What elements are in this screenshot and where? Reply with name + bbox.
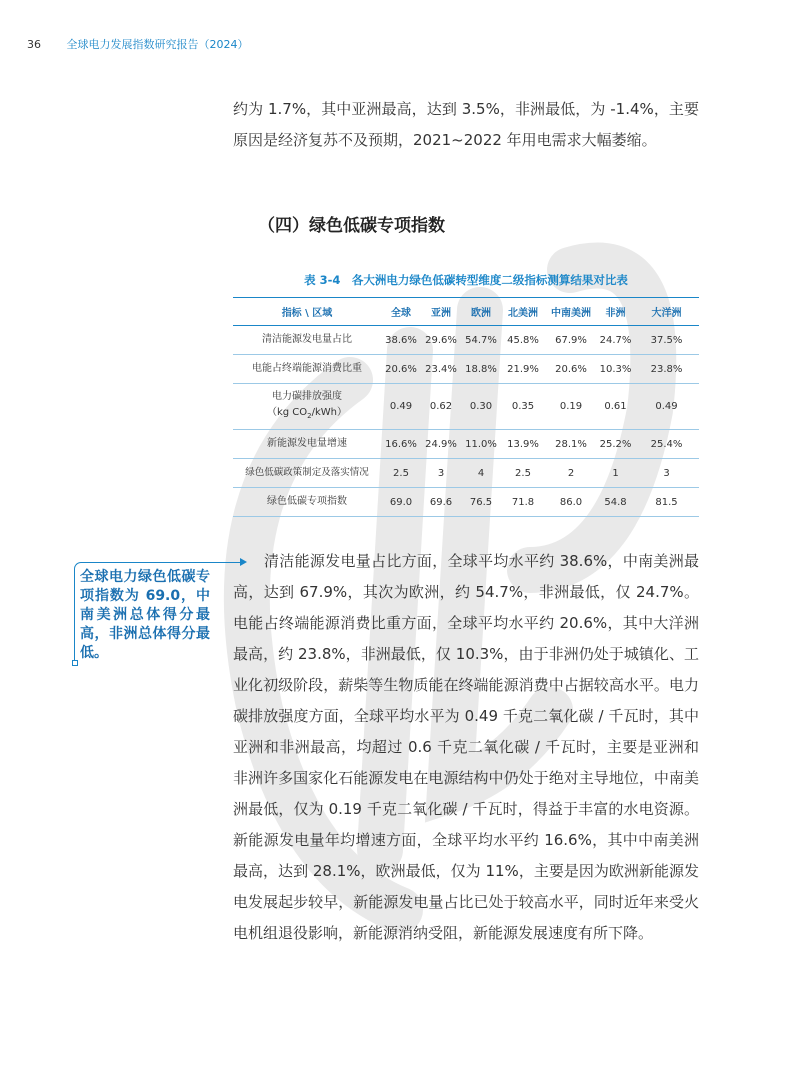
table-cell: 11.0% <box>461 430 501 459</box>
table-cell: 29.6% <box>421 326 461 355</box>
table-cell: 45.8% <box>501 326 545 355</box>
header-global: 全球 <box>381 298 421 326</box>
table-cell: 23.8% <box>634 355 699 384</box>
page-header <box>27 36 249 54</box>
table-cell: 25.2% <box>597 430 634 459</box>
table-cell: 3 <box>634 459 699 488</box>
table-cell: 20.6% <box>381 355 421 384</box>
header-indicator: 指标 \ 区域 <box>233 298 381 326</box>
table-cell: 24.7% <box>597 326 634 355</box>
table-cell: 69.6 <box>421 488 461 517</box>
page-number: 36 <box>27 38 41 51</box>
row-label: 绿色低碳政策制定及落实情况 <box>233 459 381 488</box>
table-cell: 24.9% <box>421 430 461 459</box>
table-cell: 54.8 <box>597 488 634 517</box>
table-cell: 37.5% <box>634 326 699 355</box>
table-row <box>233 488 699 517</box>
unit-subscript: 2 <box>307 412 312 420</box>
table-cell: 0.61 <box>597 384 634 430</box>
row-label-main: 电力碳排放强度 <box>272 391 342 402</box>
table-cell: 4 <box>461 459 501 488</box>
table-cell: 67.9% <box>545 326 597 355</box>
table-cell: 86.0 <box>545 488 597 517</box>
header-oceania: 大洋洲 <box>634 298 699 326</box>
row-label: 清洁能源发电量占比 <box>233 326 381 355</box>
table-header-row <box>233 298 699 326</box>
unit-prefix: （kg CO <box>266 407 308 418</box>
table-cell: 18.8% <box>461 355 501 384</box>
unit-suffix: /kWh） <box>311 407 348 418</box>
report-title: 全球电力发展指数研究报告（2024） <box>66 38 249 51</box>
table-row <box>233 459 699 488</box>
table-cell: 38.6% <box>381 326 421 355</box>
table-cell: 2 <box>545 459 597 488</box>
table-cell: 0.49 <box>634 384 699 430</box>
header-north-america: 北美洲 <box>501 298 545 326</box>
table-cell: 21.9% <box>501 355 545 384</box>
row-label: 新能源发电量增速 <box>233 430 381 459</box>
header-asia: 亚洲 <box>421 298 461 326</box>
table-cell: 20.6% <box>545 355 597 384</box>
table-cell: 25.4% <box>634 430 699 459</box>
table-cell: 0.49 <box>381 384 421 430</box>
row-label: 绿色低碳专项指数 <box>233 488 381 517</box>
header-latin-america: 中南美洲 <box>545 298 597 326</box>
section-title: （四）绿色低碳专项指数 <box>258 216 445 236</box>
table-cell: 28.1% <box>545 430 597 459</box>
table-cell: 0.62 <box>421 384 461 430</box>
table-row <box>233 384 699 430</box>
table-cell: 0.30 <box>461 384 501 430</box>
table-caption: 表 3-4 各大洲电力绿色低碳转型维度二级指标测算结果对比表 <box>304 273 628 287</box>
table-cell: 2.5 <box>501 459 545 488</box>
header-europe: 欧洲 <box>461 298 501 326</box>
table-cell: 0.19 <box>545 384 597 430</box>
table-cell: 16.6% <box>381 430 421 459</box>
row-label: 电能占终端能源消费比重 <box>233 355 381 384</box>
table-cell: 23.4% <box>421 355 461 384</box>
row-label-unit <box>267 407 347 418</box>
table-cell: 2.5 <box>381 459 421 488</box>
sidenote-text: 全球电力绿色低碳专项指数为 69.0，中南美洲总体得分最高，非洲总体得分最低。 <box>80 569 210 661</box>
table-cell: 54.7% <box>461 326 501 355</box>
table-cell: 69.0 <box>381 488 421 517</box>
header-africa: 非洲 <box>597 298 634 326</box>
table-row <box>233 355 699 384</box>
table-row <box>233 430 699 459</box>
table-cell: 10.3% <box>597 355 634 384</box>
table-cell: 76.5 <box>461 488 501 517</box>
row-label <box>233 384 381 430</box>
table-row <box>233 326 699 355</box>
sidenote-corner-marker <box>72 660 78 666</box>
table-cell: 3 <box>421 459 461 488</box>
table-cell: 81.5 <box>634 488 699 517</box>
table-cell: 0.35 <box>501 384 545 430</box>
paragraph-top: 约为 1.7%，其中亚洲最高，达到 3.5%，非洲最低，为 -1.4%，主要原因是经济复苏不及预期，2021~2022 年用电需求大幅萎缩。 <box>233 100 699 149</box>
paragraph-main: 清洁能源发电量占比方面，全球平均水平约 38.6%，中南美洲最高，达到 67.9%，其次为欧洲，约 54.7%，非洲最低，仅 24.7%。电能占终端能源消费比重方面，全球平均水平约 20.6%，其中大洋洲最高，约 23.8%，非洲最低，仅 10.3%，由于非洲仍处于城镇化、工业化初级阶段，薪柴等生物质能在终端能源消费中占据较高水平。电力碳排放强度方面，全球平均水平为 0.49 千克二氧化碳 / 千瓦时，其中亚洲和非洲最高，均超过 0.6 千克二氧化碳 / 千瓦时，主要是亚洲和非洲许多国家化石能源发电在电源结构中仍处于绝对主导地位，中南美洲最低，仅为 0.19 千克二氧化碳 / 千瓦时，得益于丰富的水电资源。新能源发电量年均增速方面，全球平均水平约 16.6%，其中中南美洲最高，达到 28.1%，欧洲最低，仅为 11%，主要是因为欧洲新能源发电发展起步较早，新能源发电量占比已处于较高水平，同时近年来受火电机组退役影响，新能源消纳受阻，新能源发展速度有所下降。 <box>233 552 699 942</box>
indicator-table <box>233 297 699 517</box>
table-cell: 1 <box>597 459 634 488</box>
table-cell: 71.8 <box>501 488 545 517</box>
table-cell: 13.9% <box>501 430 545 459</box>
